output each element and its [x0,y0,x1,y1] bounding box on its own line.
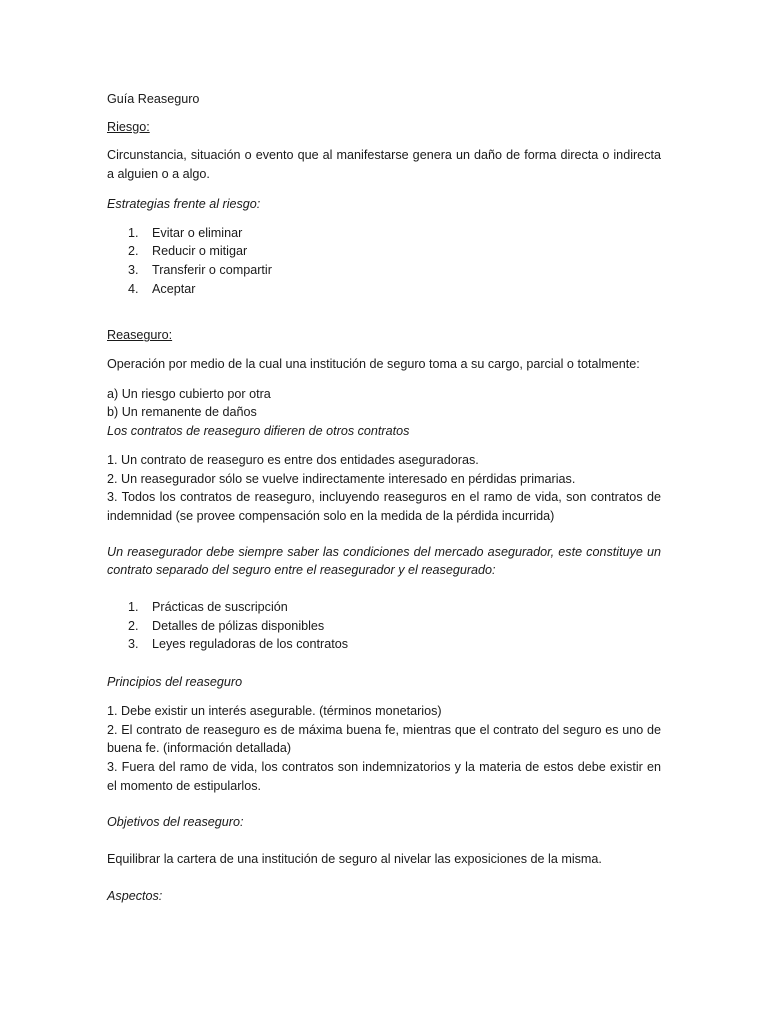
section-heading-riesgo: Riesgo: [107,119,150,134]
market-note: Un reasegurador debe siempre saber las condiciones del mercado asegurador, este constituye un contrato separado del seguro entre el reasegurador y el reasegurado: [107,544,661,578]
differ-item-3: 3. Todos los contratos de reaseguro, incluyendo reaseguros en el ramo de vida, son contratos de indemnidad (se provee compensación solo en la medida de la pérdida incurrida) [107,490,661,523]
section-heading-reaseguro: Reaseguro: [107,328,173,343]
list-item: 2. Reducir o mitigar [128,244,248,259]
principio-2: 2. El contrato de reaseguro es de máxima buena fe, mientras que el contrato del seguro es uno de buena fe. (información detallada) [107,722,661,756]
differ-item-2: 2. Un reasegurador sólo se vuelve indirectamente interesado en pérdidas primarias. [107,471,576,486]
differ-item-1: 1. Un contrato de reaseguro es entre dos entidades aseguradoras. [107,452,479,467]
differ-heading: Los contratos de reaseguro difieren de otros contratos [107,424,410,439]
market-list [107,598,661,654]
list-item: 1. Evitar o eliminar [128,225,243,240]
riesgo-definition: Circunstancia, situación o evento que al manifestarse genera un daño de forma directa o indirecta a alguien o a algo. [107,148,661,182]
option-a: a) Un riesgo cubierto por otra [107,386,271,401]
list-item: 1. Prácticas de suscripción [128,600,288,615]
strategies-list [107,224,661,299]
principio-1: 1. Debe existir un interés asegurable. (términos monetarios) [107,703,442,718]
reaseguro-definition: Operación por medio de la cual una institución de seguro toma a su cargo, parcial o totalmente: [107,357,640,372]
document-title: Guía Reaseguro [107,92,200,106]
objetivos-text: Equilibrar la cartera de una institución de seguro al nivelar las exposiciones de la misma. [107,852,602,867]
document-body [107,90,661,906]
aspectos-heading: Aspectos: [107,888,163,903]
list-item: 3. Leyes reguladoras de los contratos [128,637,349,652]
principio-3: 3. Fuera del ramo de vida, los contratos son indemnizatorios y la materia de estos debe existir en el momento de estipularlos. [107,759,661,793]
list-item: 2. Detalles de pólizas disponibles [128,618,325,633]
option-b: b) Un remanente de daños [107,405,257,420]
objetivos-heading: Objetivos del reaseguro: [107,815,244,830]
principios-heading: Principios del reaseguro [107,675,243,690]
list-item: 3. Transferir o compartir [128,262,272,277]
strategies-heading: Estrategias frente al riesgo: [107,196,261,211]
list-item: 4. Aceptar [128,281,196,296]
